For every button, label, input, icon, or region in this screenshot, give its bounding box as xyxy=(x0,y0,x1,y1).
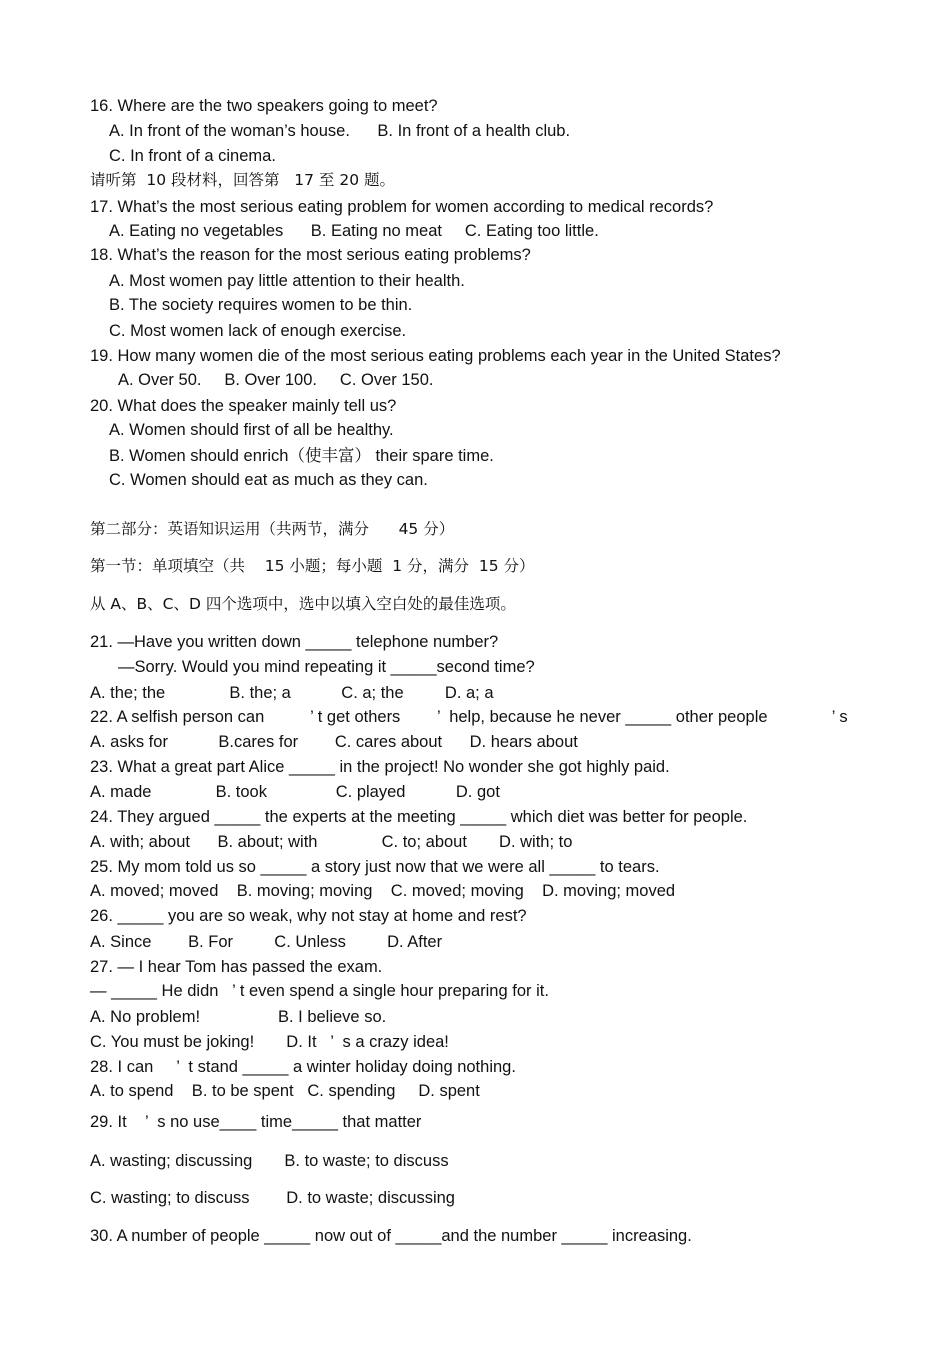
question-25: 25. My mom told us so _____ a story just now that we were all _____ to tears. xyxy=(90,858,660,876)
question-19: 19. How many women die of the most serious eating problems each year in the United States? xyxy=(90,347,781,365)
question-22-options: A. asks for B.cares for C. cares about D. hears about xyxy=(90,733,578,751)
question-23-options: A. made B. took C. played D. got xyxy=(90,783,500,801)
question-18-option-b: B. The society requires women to be thin. xyxy=(109,296,413,314)
question-29: 29. It ’ s no use____ time_____ that matter xyxy=(90,1113,422,1131)
question-16-options-ab: A. In front of the woman’s house. B. In front of a health club. xyxy=(109,122,571,140)
question-27: 27. — I hear Tom has passed the exam. xyxy=(90,958,383,976)
question-29-options-cd: C. wasting; to discuss D. to waste; discussing xyxy=(90,1189,455,1207)
question-20-option-b: B. Women should enrich（使丰富） their spare time. xyxy=(109,447,494,465)
question-29-options-ab: A. wasting; discussing B. to waste; to discuss xyxy=(90,1152,449,1170)
question-16-option-c: C. In front of a cinema. xyxy=(109,147,276,165)
question-28: 28. I can ’ t stand _____ a winter holiday doing nothing. xyxy=(90,1058,516,1076)
question-19-options: A. Over 50. B. Over 100. C. Over 150. xyxy=(118,371,434,389)
part-two-heading: 第二部分：英语知识运用（共两节，满分 45 分） xyxy=(90,520,455,538)
question-21-reply: —Sorry. Would you mind repeating it _____second time? xyxy=(118,658,535,676)
question-22: 22. A selfish person can ’ t get others ’ help, because he never _____ other people ’ s xyxy=(90,708,848,726)
section-one-heading: 第一节：单项填空（共 15 小题；每小题 1 分，满分 15 分） xyxy=(90,557,535,575)
question-23: 23. What a great part Alice _____ in the project! No wonder she got highly paid. xyxy=(90,758,670,776)
question-21-options: A. the; the B. the; a C. a; the D. a; a xyxy=(90,684,494,702)
question-17: 17. What’s the most serious eating problem for women according to medical records? xyxy=(90,198,714,216)
question-16: 16. Where are the two speakers going to meet? xyxy=(90,97,438,115)
question-24-options: A. with; about B. about; with C. to; about D. with; to xyxy=(90,833,573,851)
question-18-option-a: A. Most women pay little attention to their health. xyxy=(109,272,465,290)
question-20-option-a: A. Women should first of all be healthy. xyxy=(109,421,394,439)
listening-instruction-17-20: 请听第 10 段材料，回答第 17 至 20 题。 xyxy=(90,171,396,189)
question-24: 24. They argued _____ the experts at the meeting _____ which diet was better for people. xyxy=(90,808,748,826)
question-27-options-cd: C. You must be joking! D. It ’ s a crazy idea! xyxy=(90,1033,449,1051)
question-20-option-c: C. Women should eat as much as they can. xyxy=(109,471,428,489)
question-27-options-ab: A. No problem! B. I believe so. xyxy=(90,1008,387,1026)
question-26-options: A. Since B. For C. Unless D. After xyxy=(90,933,443,951)
question-27-reply: — _____ He didn ’ t even spend a single hour preparing for it. xyxy=(90,982,549,1000)
question-17-options: A. Eating no vegetables B. Eating no meat C. Eating too little. xyxy=(109,222,599,240)
question-18: 18. What’s the reason for the most serious eating problems? xyxy=(90,246,531,264)
question-26: 26. _____ you are so weak, why not stay at home and rest? xyxy=(90,907,527,925)
section-one-instruction: 从 A、B、C、D 四个选项中，选中以填入空白处的最佳选项。 xyxy=(90,595,516,613)
question-30: 30. A number of people _____ now out of _____and the number _____ increasing. xyxy=(90,1227,692,1245)
question-28-options: A. to spend B. to be spent C. spending D. spent xyxy=(90,1082,480,1100)
question-18-option-c: C. Most women lack of enough exercise. xyxy=(109,322,407,340)
question-25-options: A. moved; moved B. moving; moving C. moved; moving D. moving; moved xyxy=(90,882,676,900)
question-21: 21. —Have you written down _____ telephone number? xyxy=(90,633,499,651)
question-20: 20. What does the speaker mainly tell us? xyxy=(90,397,397,415)
